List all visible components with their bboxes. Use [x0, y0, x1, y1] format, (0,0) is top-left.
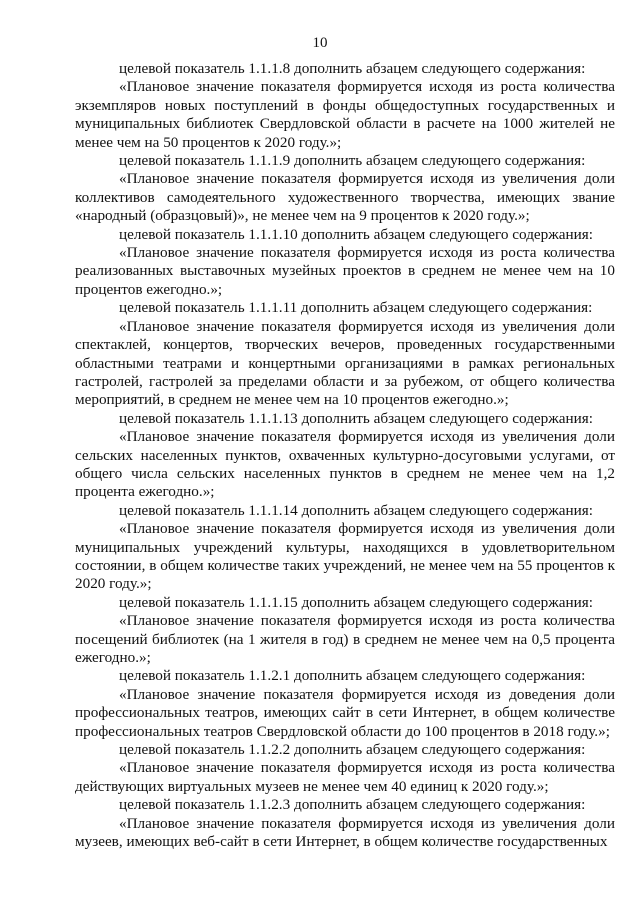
paragraph-indicator-1-1-1-14: целевой показатель 1.1.1.14 дополнить абзацем следующего содержания: [119, 501, 593, 519]
paragraph-indicator-1-1-1-8: целевой показатель 1.1.1.8 дополнить абзацем следующего содержания: [119, 60, 586, 77]
paragraph-quote-1-1-1-13: «Плановое значение показателя формируется исходя из увеличения доли сельских населенных пунктов, охваченных культурно-досуговыми услугами, от общего числа сельских населенных пунктов в среднем не менее чем на 1,2 процента ежегодно.»; [75, 428, 615, 501]
paragraph-indicator-1-1-1-9: целевой показатель 1.1.1.9 дополнить абзацем следующего содержания: [119, 152, 586, 170]
paragraph-indicator-1-1-1-11: целевой показатель 1.1.1.11 дополнить абзацем следующего содержания: [119, 299, 593, 317]
page-number: 10 [312, 35, 328, 51]
paragraph-quote-1-1-1-10: «Плановое значение показателя формируется исходя из роста количества реализованных выставочных музейных проектов в среднем не менее чем на 10 процентов ежегодно.»; [75, 244, 615, 298]
paragraph-indicator-1-1-2-1: целевой показатель 1.1.2.1 дополнить абзацем следующего содержания: [119, 667, 586, 685]
paragraph-indicator-1-1-2-3: целевой показатель 1.1.2.3 дополнить абзацем следующего содержания: [119, 796, 586, 814]
paragraph-quote-1-1-1-15: «Плановое значение показателя формируется исходя из роста количества посещений библиотек (на 1 жителя в год) в среднем не менее чем на 0,5 процента ежегодно.»; [75, 612, 615, 666]
paragraph-quote-1-1-2-3: «Плановое значение показателя формируется исходя из увеличения доли музеев, имеющих веб-сайт в сети Интернет, в общем количестве государственных [75, 814, 615, 851]
paragraph-quote-1-1-1-14: «Плановое значение показателя формируется исходя из увеличения доли муниципальных учреждений культуры, находящихся в удовлетворительном состоянии, в общем количестве таких учреждений, не менее чем на 55 процентов к 2020 году.»; [75, 520, 615, 593]
paragraph-quote-1-1-2-1: «Плановое значение показателя формируется исходя из доведения доли профессиональных театров, имеющих сайт в сети Интернет, в общем количестве профессиональных театров Свердловской области до 100 процентов в 2018 году.»; [75, 685, 615, 740]
paragraph-quote-1-1-1-8: «Плановое значение показателя формируется исходя из роста количества экземпляров новых поступлений в фонды общедоступных государственных и муниципальных библиотек Свердловской области в расчете на 1000 жителей не менее чем на 50 процентов к 2020 году.»; [75, 78, 615, 151]
paragraph-quote-1-1-1-11: «Плановое значение показателя формируется исходя из увеличения доли спектаклей, концертов, творческих вечеров, проведенных государственными областными театрами и концертными организациями в рамках региональных гастролей, гастролей за пределами области и за рубежом, от общего количества мероприятий, в среднем не менее чем на 10 процентов ежегодно.»; [75, 317, 615, 409]
paragraph-quote-1-1-1-9: «Плановое значение показателя формируется исходя из увеличения доли коллективов самодеятельного художественного творчества, имеющих звание «народный (образцовый)», не менее чем на 9 процентов к 2020 году.»; [75, 170, 615, 225]
document-body [75, 60, 615, 851]
paragraph-quote-1-1-2-2: «Плановое значение показателя формируется исходя из роста количества действующих виртуальных музеев не менее чем 40 единиц к 2020 году.»; [75, 759, 615, 795]
paragraph-indicator-1-1-1-15: целевой показатель 1.1.1.15 дополнить абзацем следующего содержания: [119, 593, 593, 611]
paragraph-indicator-1-1-2-2: целевой показатель 1.1.2.2 дополнить абзацем следующего содержания: [119, 741, 586, 759]
paragraph-indicator-1-1-1-10: целевой показатель 1.1.1.10 дополнить абзацем следующего содержания: [119, 225, 593, 243]
paragraph-indicator-1-1-1-13: целевой показатель 1.1.1.13 дополнить абзацем следующего содержания: [119, 409, 593, 427]
